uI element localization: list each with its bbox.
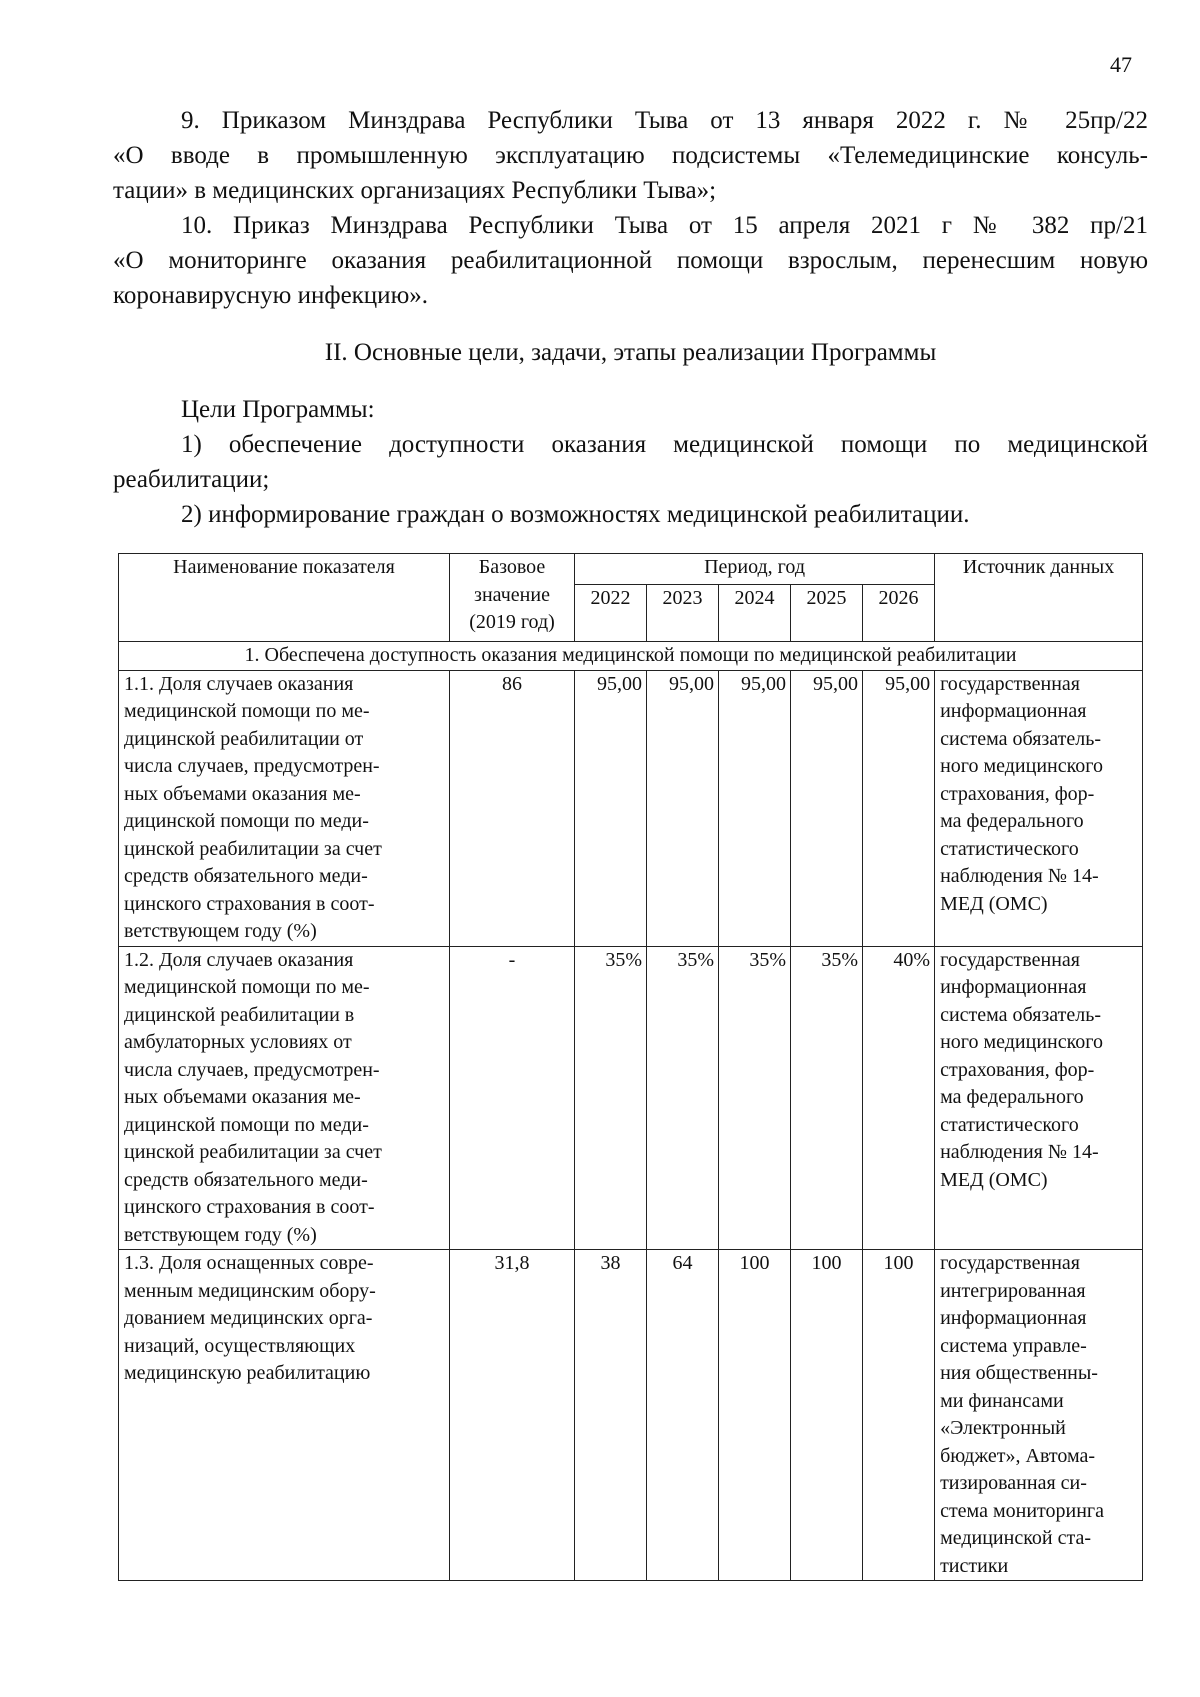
- indicator-name: 1.2. Доля случаев оказания медицинской помощи по ме- дицинской реабилитации в амбулаторных условиях от числа случаев, предусмотрен- ных объемами оказания ме- дицинской помощи по меди- цинской реабилитации за счет средств обязательного меди- цинского страхования в соот- ветствующем году (%): [119, 946, 450, 1250]
- table-row: [119, 946, 1143, 1250]
- year-value: 95,00: [863, 670, 935, 946]
- year-value: 35%: [791, 946, 863, 1250]
- header-indicator: Наименование показателя: [119, 554, 450, 642]
- year-value: 35%: [719, 946, 791, 1250]
- header-period: Период, год: [575, 554, 935, 585]
- header-year: 2025: [791, 585, 863, 642]
- header-year: 2022: [575, 585, 647, 642]
- year-value: 40%: [863, 946, 935, 1250]
- year-value: 100: [863, 1250, 935, 1581]
- paragraph-line: «О мониторинге оказания реабилитационной помощи взрослым, перенесшим новую: [113, 247, 1148, 274]
- section-1-title: 1. Обеспечена доступность оказания медицинской помощи по медицинской реабилитации: [119, 642, 1143, 671]
- indicator-name: 1.1. Доля случаев оказания медицинской помощи по ме- дицинской реабилитации от числа случаев, предусмотрен- ных объемами оказания ме- дицинской помощи по меди- цинской реабилитации за счет средств обязательного меди- цинского страхования в соот- ветствующем году (%): [119, 670, 450, 946]
- paragraph-line: «О вводе в промышленную эксплуатацию подсистемы «Телемедицинские консуль-: [113, 142, 1148, 169]
- year-value: 100: [719, 1250, 791, 1581]
- paragraph-line: 1) обеспечение доступности оказания медицинской помощи по медицинской: [181, 431, 1148, 458]
- year-value: 95,00: [719, 670, 791, 946]
- year-value: 95,00: [647, 670, 719, 946]
- paragraph-line: 10. Приказ Минздрава Республики Тыва от 15 апреля 2021 г № 382 пр/21: [181, 212, 1148, 239]
- year-value: 38: [575, 1250, 647, 1581]
- paragraph-line: коронавирусную инфекцию».: [113, 282, 428, 309]
- base-value: -: [450, 946, 575, 1250]
- goal-2: [113, 497, 1148, 532]
- page-number: 47: [1110, 52, 1132, 77]
- indicators-table-container: [118, 553, 1142, 1581]
- base-value: 31,8: [450, 1250, 575, 1581]
- goal-1: [113, 427, 1148, 497]
- table-header-row: [119, 554, 1143, 585]
- paragraph-item-10: [113, 208, 1148, 313]
- section-heading: II. Основные цели, задачи, этапы реализации Программы: [324, 339, 937, 366]
- year-value: 95,00: [575, 670, 647, 946]
- indicator-name: 1.3. Доля оснащенных совре- менным медицинским обору- дованием медицинских орга- низаций, осуществляющих медицинскую реабилитацию: [119, 1250, 450, 1581]
- indicators-table: [118, 553, 1143, 1581]
- header-year: 2023: [647, 585, 719, 642]
- data-source: государственная интегрированная информационная система управле- ния общественны- ми финансами «Электронный бюджет», Автома- тизированная си- стема мониторинга медицинской ста- тистики: [935, 1250, 1143, 1581]
- year-value: 35%: [575, 946, 647, 1250]
- year-value: 95,00: [791, 670, 863, 946]
- table-row: [119, 670, 1143, 946]
- goal-2-text: 2) информирование граждан о возможностях медицинской реабилитации.: [181, 501, 970, 528]
- header-base-value: Базовое значение (2019 год): [450, 554, 575, 642]
- base-value: 86: [450, 670, 575, 946]
- header-source: Источник данных: [935, 554, 1143, 642]
- paragraph-item-9: [113, 103, 1148, 208]
- goals-title-text: Цели Программы:: [181, 396, 375, 423]
- year-value: 35%: [647, 946, 719, 1250]
- data-source: государственная информационная система обязатель- ного медицинского страхования, фор- ма федерального статистического наблюдения № 14- МЕД (ОМС): [935, 946, 1143, 1250]
- paragraph-line: тации» в медицинских организациях Республики Тыва»;: [113, 177, 717, 204]
- header-year: 2024: [719, 585, 791, 642]
- paragraph-line: реабилитации;: [113, 466, 270, 493]
- header-year: 2026: [863, 585, 935, 642]
- table-row: [119, 1250, 1143, 1581]
- paragraph-line: 9. Приказом Минздрава Республики Тыва от 13 января 2022 г. № 25пр/22: [181, 107, 1148, 134]
- year-value: 100: [791, 1250, 863, 1581]
- year-value: 64: [647, 1250, 719, 1581]
- data-source: государственная информационная система обязатель- ного медицинского страхования, фор- ма федерального статистического наблюдения № 14- МЕД (ОМС): [935, 670, 1143, 946]
- goals-title: [113, 392, 1148, 427]
- table-section-row: [119, 642, 1143, 671]
